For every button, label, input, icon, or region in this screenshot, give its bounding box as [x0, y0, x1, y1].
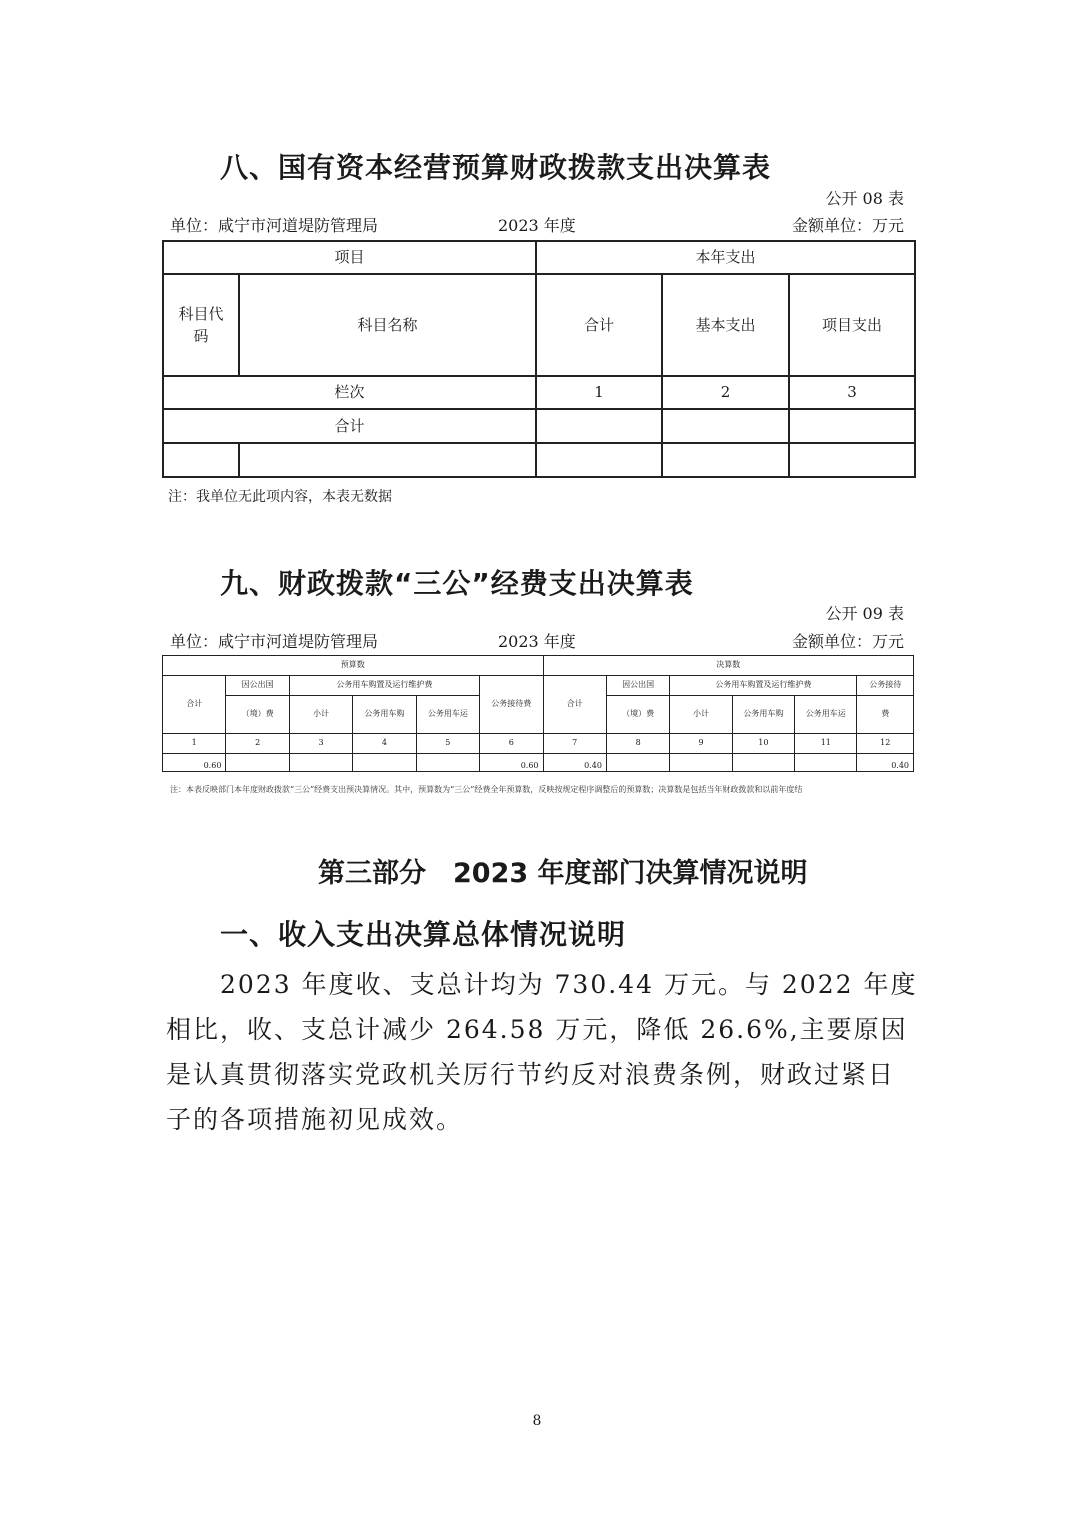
col-num: 2	[662, 376, 789, 409]
value-cell: 0.60	[480, 754, 543, 772]
value-cell	[289, 754, 352, 772]
vehicle-run-header: 公务用车运	[416, 696, 479, 734]
section9-year: 2023 年度	[498, 632, 576, 651]
col-num: 8	[606, 734, 669, 754]
row-col-label: 栏次	[163, 376, 536, 409]
project-label: 项目支出	[789, 274, 915, 376]
empty-cell	[662, 443, 789, 477]
abroad-header: 因公出国	[226, 676, 289, 696]
empty-cell	[536, 409, 662, 443]
col-num: 5	[416, 734, 479, 754]
section9-title: 九、财政拨款“三公”经费支出决算表	[220, 567, 694, 600]
vehicle-group-header: 公务用车购置及运行维护费	[670, 676, 857, 696]
col-num: 3	[289, 734, 352, 754]
total-header: 合计	[543, 676, 606, 734]
value-cell: 0.60	[163, 754, 226, 772]
basic-label: 基本支出	[662, 274, 789, 376]
section9-table	[162, 655, 914, 772]
total-label: 合计	[536, 274, 662, 376]
code-label: 科目代码	[163, 274, 239, 376]
value-cell	[795, 754, 857, 772]
section9-form-no: 公开 09 表	[825, 604, 904, 623]
col-num: 7	[543, 734, 606, 754]
final-header: 决算数	[543, 656, 914, 676]
col-num: 4	[353, 734, 416, 754]
part3-title: 第三部分 2023 年度部门决算情况说明	[318, 858, 808, 889]
value-cell	[226, 754, 289, 772]
header-item: 项目	[163, 241, 536, 274]
value-cell	[416, 754, 479, 772]
name-label: 科目名称	[239, 274, 536, 376]
vehicle-group-header: 公务用车购置及运行维护费	[289, 676, 479, 696]
section8-note: 注：我单位无此项内容，本表无数据	[168, 489, 392, 505]
part3-subtitle: 一、收入支出决算总体情况说明	[220, 918, 627, 951]
subtotal-header: 小计	[670, 696, 732, 734]
abroad-header-b: （境）费	[606, 696, 669, 734]
col-num: 6	[480, 734, 543, 754]
vehicle-run-header: 公务用车运	[795, 696, 857, 734]
col-num: 2	[226, 734, 289, 754]
col-num: 3	[789, 376, 915, 409]
section9-note: 注：本表反映部门本年度财政拨款“三公”经费支出预决算情况。其中，预算数为“三公”经费全年预算数，反映按规定程序调整后的预算数；决算数是包括当年财政拨款和以前年度结	[170, 785, 803, 794]
value-cell: 0.40	[543, 754, 606, 772]
col-num: 11	[795, 734, 857, 754]
vehicle-buy-header: 公务用车购	[732, 696, 794, 734]
subtotal-header: 小计	[289, 696, 352, 734]
empty-cell	[163, 443, 239, 477]
section8-money-unit: 金额单位：万元	[791, 216, 904, 235]
empty-cell	[789, 443, 915, 477]
section8-table	[162, 240, 916, 478]
section8-year: 2023 年度	[498, 216, 576, 235]
empty-cell	[239, 443, 536, 477]
total-header: 合计	[163, 676, 226, 734]
vehicle-buy-header: 公务用车购	[353, 696, 416, 734]
abroad-header: 因公出国	[606, 676, 669, 696]
reception-header: 公务接待费	[480, 676, 543, 734]
section8-form-no: 公开 08 表	[825, 189, 904, 208]
section9-unit: 单位：咸宁市河道堤防管理局	[170, 632, 379, 651]
col-num: 10	[732, 734, 794, 754]
sum-label: 合计	[163, 409, 536, 443]
empty-cell	[662, 409, 789, 443]
budget-header: 预算数	[163, 656, 544, 676]
header-spend: 本年支出	[536, 241, 915, 274]
value-cell	[732, 754, 794, 772]
abroad-header-b: （境）费	[226, 696, 289, 734]
col-num: 9	[670, 734, 732, 754]
value-cell	[670, 754, 732, 772]
col-num: 1	[536, 376, 662, 409]
section8-unit: 单位：咸宁市河道堤防管理局	[170, 216, 379, 235]
empty-cell	[536, 443, 662, 477]
page-number: 8	[532, 1413, 542, 1429]
section9-money-unit: 金额单位：万元	[791, 632, 904, 651]
value-cell: 0.40	[857, 754, 914, 772]
value-cell	[606, 754, 669, 772]
part3-paragraph: 2023 年度收、支总计均为 730.44 万元。与 2022 年度相比，收、支总计减少 264.58 万元，降低 26.6%,主要原因是认真贯彻落实党政机关厉行节约反对浪费条例，财政过紧日子的各项措施初见成效。	[166, 970, 918, 1134]
empty-cell	[789, 409, 915, 443]
col-num: 12	[857, 734, 914, 754]
reception-header-a: 公务接待	[857, 676, 914, 696]
section8-title: 八、国有资本经营预算财政拨款支出决算表	[220, 151, 772, 184]
value-cell	[353, 754, 416, 772]
col-num: 1	[163, 734, 226, 754]
reception-header-b: 费	[857, 696, 914, 734]
